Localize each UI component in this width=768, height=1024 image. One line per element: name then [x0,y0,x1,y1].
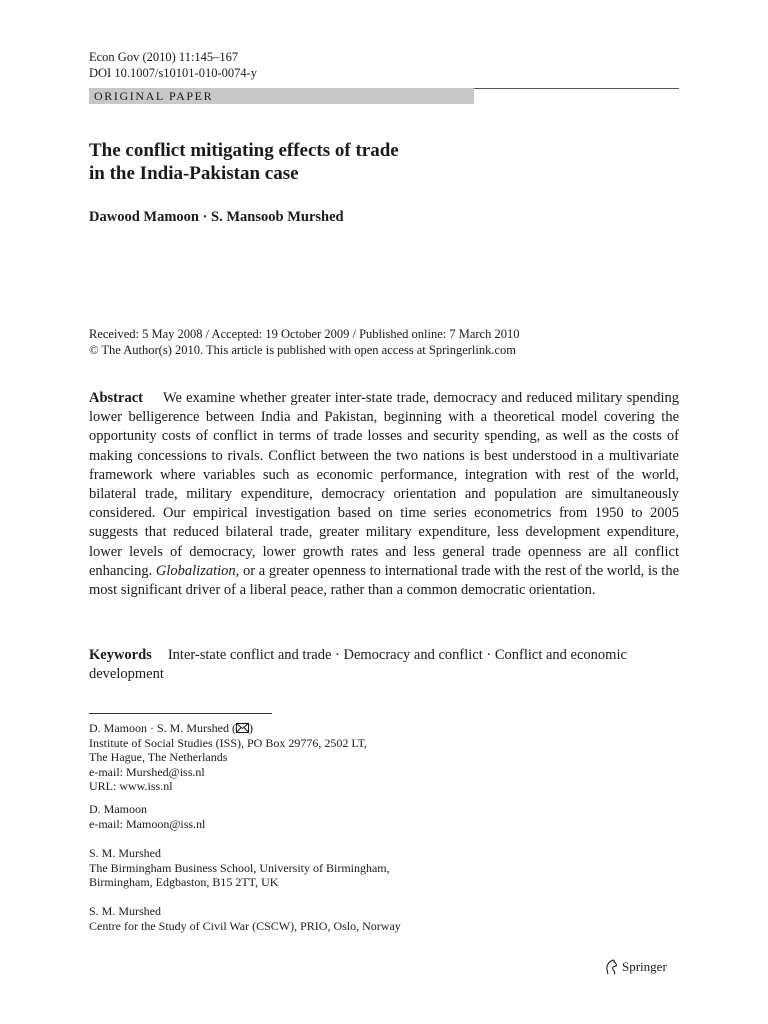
affiliation-iss-address: Institute of Social Studies (ISS), PO Box 29776, 2502 LT, [89,735,368,750]
affiliation-block-3 [89,846,689,890]
keywords-label: Keywords [89,647,152,663]
affiliation-block-2 [89,802,689,831]
corresponding-authors [89,721,689,736]
author-murshed: S. M. Murshed [89,846,162,860]
abstract [89,389,679,600]
journal-meta [89,49,257,81]
doi: DOI 10.1007/s10101-010-0074-y [89,66,258,80]
email-murshed[interactable]: e-mail: Murshed@iss.nl [89,764,205,779]
affiliation-cscw: Centre for the Study of Civil War (CSCW), PRIO, Oslo, Norway [89,918,401,933]
affiliation-block-1 [89,721,689,794]
affiliation-birmingham: The Birmingham Business School, University of Birmingham, [89,860,390,875]
corresponding-authors-end: ) [249,721,253,735]
footnote-rule [89,713,272,714]
article-title [89,139,689,185]
affiliation-block-4 [89,904,689,933]
publisher-logo [604,959,667,975]
publication-history [89,326,689,358]
journal-citation: Econ Gov (2010) 11:145–167 [89,50,239,64]
abstract-label: Abstract [89,390,143,406]
affiliation-birmingham-address: Birmingham, Edgbaston, B15 2TT, UK [89,875,279,889]
author-mamoon: D. Mamoon [89,802,147,816]
keywords [89,646,679,684]
url-iss[interactable]: URL: www.iss.nl [89,779,173,793]
received-dates: Received: 5 May 2008 / Accepted: 19 October 2009 / Published online: 7 March 2010 [89,327,520,341]
abstract-emphasis: Globalization [155,562,236,579]
author-murshed-2: S. M. Murshed [89,904,162,918]
author-list: Dawood Mamoon · S. Mansoob Murshed [89,209,344,225]
section-label: ORIGINAL PAPER [94,89,214,103]
publisher-name: Springer [622,959,667,974]
corresponding-authors-text: D. Mamoon · S. M. Murshed ( [89,721,236,735]
abstract-text-2: , or a greater openness to international trade with the rest of the world, is the most significant driver of a liberal peace, rather than a common democratic orientation. [89,562,680,599]
springer-horse-icon [604,959,618,975]
abstract-text-1: We examine whether greater inter-state trade, democracy and reduced military spending lower belligerence between India and Pakistan, beginning with a theoretical model covering the opportunity costs of conflict in terms of trade losses and security spending, as well as the costs of making concessions to rivals. Conflict between the two nations is best understood in a multivariate framework where variables such as economic performance, integration with rest of the world, bilateral trade, military expenditure, democracy orientation and population are simultaneously considered. Our empirical investigation based on time series econometrics from 1950 to 2005 suggests that reduced bilateral trade, greater military expenditure, less development expenditure, lower levels of democracy, lower growth rates and less general trade openness are all conflict enhancing. [89,390,679,579]
section-label-bar [89,88,474,104]
title-line-1: The conflict mitigating effects of trade [89,140,399,161]
envelope-icon [236,723,249,733]
keywords-text: Inter-state conflict and trade · Democracy and conflict · Conflict and economic development [89,647,627,683]
email-mamoon[interactable]: e-mail: Mamoon@iss.nl [89,816,206,831]
copyright-notice: © The Author(s) 2010. This article is published with open access at Springerlink.com [89,343,517,357]
title-line-2: in the India-Pakistan case [89,163,299,184]
affiliation-iss-city: The Hague, The Netherlands [89,750,228,764]
